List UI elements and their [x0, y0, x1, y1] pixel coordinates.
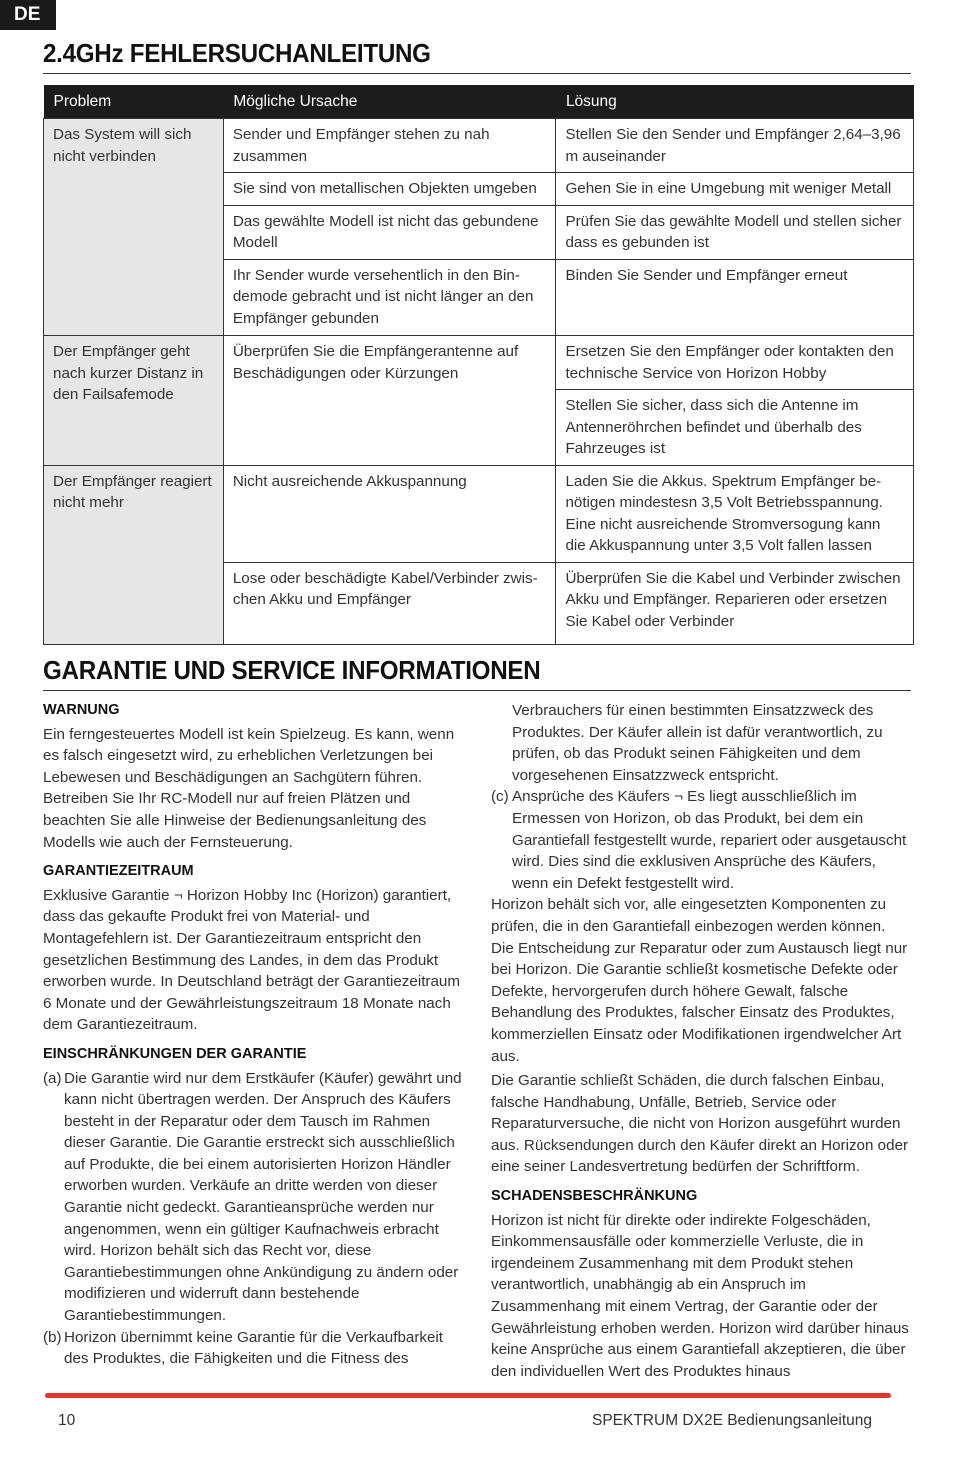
- damage-limitation-heading: SCHADENSBESCHRÄNKUNG: [491, 1188, 698, 1205]
- troubleshooting-title: 2.4GHz FEHLERSUCHANLEITUNG: [43, 38, 431, 68]
- header-problem: Problem: [44, 85, 224, 119]
- solution-cell: Laden Sie die Akkus. Spektrum Empfänger be-nötigen mindestesn 3,5 Volt Betriebsspannung. Eine nicht ausreichende Stromversogung kann die Akkuspannung unter 3,5 Volt fallen lassen: [556, 465, 914, 562]
- cause-cell: Das gewählte Modell ist nicht das gebundene Modell: [223, 205, 556, 259]
- table-header-row: [44, 85, 914, 119]
- cause-cell: Nicht ausreichende Akkuspannung: [223, 465, 556, 562]
- exclusions-paragraph: Die Garantie schließt Schäden, die durch falschen Einbau, falsche Handhabung, Unfälle, Betrieb, Service oder Reparaturversuche, die nicht von Horizon ausgeführt wurden aus. Rücksendungen durch den Käufer direkt an Horizon oder eine seiner Landesvertretung bedürfen der Schriftform.: [491, 1072, 909, 1176]
- warranty-period-heading: GARANTIEZEITRAUM: [43, 863, 194, 880]
- warning-text: Ein ferngesteuertes Modell ist kein Spielzeug. Es kann, wenn es falsch eingesetzt wird, zu erheblichen Verletzungen bei Lebewesen und Beschädigungen an Sachgütern führen. Betreiben Sie Ihr RC-Modell nur auf freien Plätzen und beachten Sie alle Hinweise der Bedienungsanleitung des Modells wie auch der Fernsteuerung.: [43, 725, 455, 851]
- limitation-item-a: [43, 1068, 468, 1327]
- language-tab: DE: [0, 0, 56, 30]
- title-divider: [43, 73, 911, 74]
- solution-cell: Stellen Sie sicher, dass sich die Antenne im Antenneröhrchen befindet und überhalb des Fahrzeuges ist: [556, 390, 914, 466]
- solution-cell: Prüfen Sie das gewählte Modell und stellen sicher dass es gebunden ist: [556, 205, 914, 259]
- solution-cell: Stellen Sie den Sender und Empfänger 2,64–3,96 m auseinander: [556, 119, 914, 173]
- header-solution: Lösung: [556, 85, 914, 119]
- problem-cell: Der Empfänger reagiert nicht mehr: [44, 465, 224, 645]
- item-label: (c): [491, 788, 509, 806]
- problem-cell: Der Empfänger geht nach kurzer Distanz in den Failsafemode: [44, 336, 224, 466]
- solution-cell: Gehen Sie in eine Umgebung mit weniger Metall: [556, 173, 914, 206]
- footer-document-title: SPEKTRUM DX2E Bedienungsanleitung: [591, 1412, 872, 1429]
- cause-cell: Sender und Empfänger stehen zu nah zusammen: [223, 119, 556, 173]
- footer-accent-line: [45, 1393, 891, 1398]
- limitation-item-c: [491, 786, 911, 894]
- page-number: 10: [58, 1412, 76, 1429]
- item-text: Horizon übernimmt keine Garantie für die Verkaufbarkeit des Produktes, die Fähigkeiten und die Fitness des: [64, 1328, 444, 1368]
- warranty-period-text: Exklusive Garantie ¬ Horizon Hobby Inc (Horizon) garantiert, dass das gekaufte Produkt frei von Material- und Montagefehlern ist. Der Garantiezeitraum entspricht den gesetzlichen Bestimmung des Landes, in dem das Produkt erworben wurde. In Deutschland beträgt der Garantiezeitraum 6 Monate und der Gewährleistungszeitraum 18 Monate nach dem Garantiezeitraum.: [43, 886, 461, 1034]
- solution-cell: Überprüfen Sie die Kabel und Verbinder zwischen Akku und Empfänger. Reparieren oder ersetzen Sie Kabel oder Verbinder: [556, 562, 914, 645]
- item-label: (a): [43, 1069, 62, 1087]
- item-text: Ansprüche des Käufers ¬ Es liegt ausschließlich im Ermessen von Horizon, ob das Produkt, bei dem ein Garantiefall festgestellt wurde, repariert oder ausgetauscht wird. Dies sind die exklusiven Ansprüche des Käufers, wenn ein Defekt festgestellt wird.: [512, 788, 907, 892]
- damage-limitation-text: Horizon ist nicht für direkte oder indirekte Folgeschäden, Einkommensausfälle oder kommerzielle Verluste, die in irgendeinem Zusammenhang mit dem Produkt stehen verantwortlich, unabhängig ab ein Anspruch im Zusammenhang mit einem Vertrag, der Garantie oder der Gewährleistung erhoben werden. Horizon wird darüber hinaus keine Ansprüche aus einem Garantiefall akzeptieren, die über den individuellen Wert des Produktes hinaus: [491, 1211, 909, 1380]
- item-label: (b): [43, 1328, 62, 1346]
- right-column: [491, 700, 911, 1382]
- item-text: Verbrauchers für einen bestimmten Einsatzzweck des Produktes. Der Käufer allein ist dafür verantwortlich, zu prüfen, ob das Produkt seinen Fähigkeiten und dem vorgesehenen Einsatzzweck entspricht.: [512, 702, 883, 784]
- solution-cell: Binden Sie Sender und Empfänger erneut: [556, 259, 914, 336]
- left-column: [43, 700, 468, 1370]
- table-row: [44, 465, 914, 562]
- header-cause: Mögliche Ursache: [223, 85, 556, 119]
- warranty-divider: [43, 690, 911, 691]
- troubleshooting-table: [43, 85, 914, 645]
- table-row: [44, 336, 914, 390]
- solution-cell: Ersetzen Sie den Empfänger oder kontakten den technische Service von Horizon Hobby: [556, 336, 914, 390]
- horizon-paragraph: Horizon behält sich vor, alle eingesetzten Komponenten zu prüfen, die in den Garantiefall einbezogen werden können. Die Entscheidung zur Reparatur oder zum Austausch liegt nur bei Horizon. Die Garantie schließt kosmetische Defekte oder Defekte, hervorgerufen durch höhere Gewalt, falsche Behandlung des Produktes, falscher Einsatz des Produktes, kommerziellen Einsatz oder Modifikationen irgendwelcher Art aus.: [491, 896, 908, 1065]
- warning-heading: WARNUNG: [43, 702, 120, 718]
- cause-cell: Lose oder beschädigte Kabel/Verbinder zwis-chen Akku und Empfänger: [223, 562, 556, 645]
- problem-cell: Das System will sich nicht verbinden: [44, 119, 224, 336]
- table-row: [44, 119, 914, 173]
- limitation-item-b: [43, 1327, 468, 1370]
- cause-cell: Überprüfen Sie die Empfängerantenne auf Beschädigungen oder Kürzungen: [223, 336, 556, 466]
- item-text: Die Garantie wird nur dem Erstkäufer (Käufer) gewährt und kann nicht übertragen werden. Der Anspruch des Käufers besteht in der Reparatur oder dem Tausch im Rahmen dieser Garantie. Die Garantie erstreckt sich ausschließlich auf Produkte, die bei einem autorisierten Horizon Händler erworben wurden. Verkäufe an dritte werden von dieser Garantie nicht gedeckt. Garantieansprüche werden nur angenommen, wenn ein gültiger Kaufnachweis erbracht wird. Horizon behält sich das Recht vor, diese Garantiebestimmungen ohne Ankündigung zu ändern oder modifizieren und widerruft dann bestehende Garantiebestimmungen.: [64, 1069, 462, 1325]
- limitations-heading: EINSCHRÄNKUNGEN DER GARANTIE: [43, 1045, 307, 1062]
- cause-cell: Sie sind von metallischen Objekten umgeben: [223, 173, 556, 206]
- cause-cell: Ihr Sender wurde versehentlich in den Bin-demode gebracht und ist nicht länger an den Empfänger gebunden: [223, 259, 556, 336]
- limitation-item-b-continued: [491, 700, 911, 786]
- warranty-title: GARANTIE UND SERVICE INFORMATIONEN: [43, 655, 541, 685]
